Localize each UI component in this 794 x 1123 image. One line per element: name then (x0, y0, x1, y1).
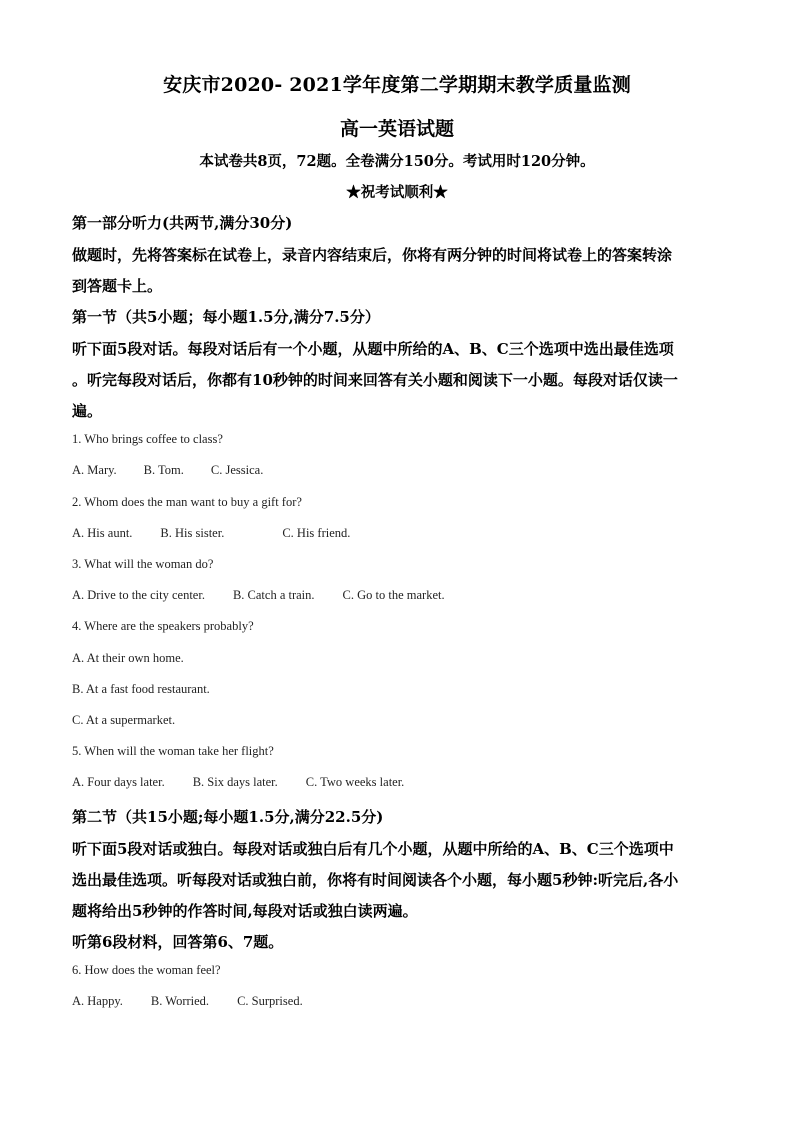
part1-heading: 第一部分听力(共两节,满分30分) (72, 214, 293, 232)
section1-heading: 第一节（共5小题；每小题1.5分,满分7.5分） (72, 308, 380, 326)
question-5: 5. When will the woman take her flight? (72, 744, 274, 758)
question-2: 2. Whom does the man want to buy a gift for? (72, 495, 302, 509)
section2-instruction-line2: 选出最佳选项。听每段对话或独白前，你将有时间阅读各个小题，每小题5秒钟:听完后,各小 (72, 871, 679, 889)
question-4-option-c: C. At a supermarket. (72, 713, 176, 727)
option-c: C. His friend. (282, 526, 351, 540)
question-6-options (72, 994, 303, 1009)
section2-heading: 第二节（共15小题;每小题1.5分,满分22.5分) (72, 808, 384, 826)
option-a: A. Drive to the city center. (72, 588, 205, 602)
exam-info: 本试卷共8页，72题。全卷满分150分。考试用时120分钟。 (199, 153, 595, 170)
question-4: 4. Where are the speakers probably? (72, 619, 254, 633)
option-a: A. Happy. (72, 994, 123, 1008)
option-c: C. Two weeks later. (305, 775, 405, 789)
option-b: B. Catch a train. (232, 588, 315, 602)
option-c: C. Go to the market. (342, 588, 445, 602)
option-b: B. His sister. (160, 526, 225, 540)
section2-instruction-line3: 题将给出5秒钟的作答时间,每段对话或独白读两遍。 (72, 902, 418, 920)
material-6-heading: 听第6段材料，回答第6、7题。 (72, 933, 284, 951)
question-5-options (72, 775, 404, 790)
question-4-option-b: B. At a fast food restaurant. (72, 682, 210, 696)
section1-instruction-line3: 遍。 (72, 402, 103, 420)
section1-instruction-line1: 听下面5段对话。每段对话后有一个小题，从题中所给的A、B、C三个选项中选出最佳选项 (72, 340, 674, 358)
option-b: B. Tom. (143, 463, 184, 477)
option-c: C. Jessica. (210, 463, 264, 477)
section2-instruction-line1: 听下面5段对话或独白。每段对话或独白后有几个小题，从题中所给的A、B、C三个选项中 (72, 840, 674, 858)
part1-instruction-line1: 做题时，先将答案标在试卷上，录音内容结束后，你将有两分钟的时间将试卷上的答案转涂 (72, 246, 673, 264)
question-3: 3. What will the woman do? (72, 557, 214, 571)
option-a: A. Mary. (72, 463, 117, 477)
question-4-option-a: A. At their own home. (72, 651, 184, 665)
option-c: C. Surprised. (237, 994, 303, 1008)
option-b: B. Worried. (150, 994, 210, 1008)
section1-instruction-line2: 。听完每段对话后，你都有10秒钟的时间来回答有关小题和阅读下一小题。每段对话仅读一 (72, 371, 678, 389)
exam-title: 安庆市2020- 2021学年度第二学期期末教学质量监测 (163, 74, 631, 96)
exam-wish: ★祝考试顺利★ (346, 184, 448, 201)
option-b: B. Six days later. (192, 775, 278, 789)
option-a: A. Four days later. (72, 775, 165, 789)
question-1-options (72, 463, 263, 478)
part1-instruction-line2: 到答题卡上。 (72, 277, 163, 295)
exam-subtitle: 高一英语试题 (339, 118, 454, 140)
question-3-options (72, 588, 445, 603)
question-1: 1. Who brings coffee to class? (72, 432, 223, 446)
question-2-options (72, 526, 350, 541)
question-6: 6. How does the woman feel? (72, 963, 221, 977)
option-a: A. His aunt. (72, 526, 133, 540)
